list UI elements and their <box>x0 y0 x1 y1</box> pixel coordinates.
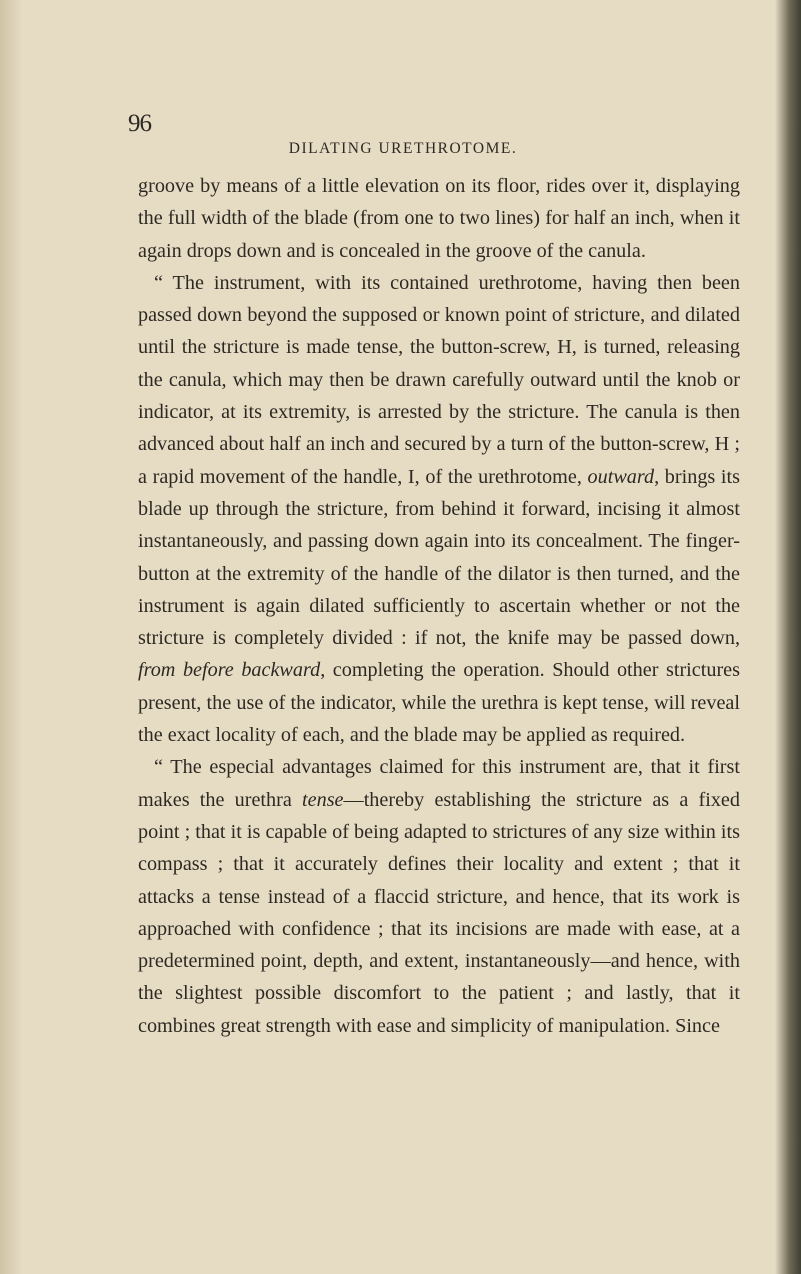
text-run: , brings its blade up through the stricture, from behind it forward, incising it almost instantaneously, and passing down again into its concealment. The finger-button at the extremity of the handle of the dilator is then turned, and the instrument is again dilated sufficiently to ascertain whether or not the stricture is completely divided : if not, the knife may be passed down, <box>138 465 740 650</box>
text-run: , completing the operation. Should other strictures present, the use of the indicator, while the urethra is kept tense, will reveal the exact locality of each, and the blade may be applied as required. <box>138 659 740 747</box>
text-run: groove by means of a little elevation on its floor, rides over it, displaying the full width of the blade (from one to two lines) for half an inch, when it again drops down and is concealed in the groove of the canula. <box>138 175 740 262</box>
running-head: DILATING URETHROTOME. <box>288 140 518 157</box>
italic-text: outward <box>587 465 655 488</box>
paragraph <box>138 267 740 751</box>
text-run: —thereby establishing the stricture as a fixed point ; that it is capable of being adapted to strictures of any size within its compass ; that it accurately defines their locality and extent ; that it attacks a tense instead of a flaccid stricture, and hence, that its work is approached with confidence ; that its incisions are made with ease, at a predetermined point, depth, and extent, instantaneously—and hence, with the slightest possible discomfort to the patient ; and lastly, that it combines great strength with ease and simplicity of manipulation. Since <box>138 788 740 1037</box>
text-run: “ The instrument, with its contained urethrotome, having then been passed down beyond the supposed or known point of stricture, and dilated until the stricture is made tense, the button-screw, H, is turned, releasing the canula, which may then be drawn carefully outward until the knob or indicator, at its extremity, is arrested by the stricture. The canula is then advanced about half an inch and secured by a turn of the button-screw, H ; a rapid movement of the handle, I, of the urethrotome, <box>138 271 740 488</box>
page-edge-left <box>0 0 22 1274</box>
text-run: “ The especial advantages claimed for this instrument are, that it first makes the urethra <box>138 756 740 811</box>
page-number: 96 <box>128 110 151 137</box>
page-edge-right <box>775 0 801 1274</box>
body-text <box>138 170 740 1042</box>
italic-text: tense <box>302 788 344 811</box>
italic-text: from before backward <box>138 659 321 682</box>
paragraph <box>138 751 740 1042</box>
paragraph <box>138 170 740 267</box>
